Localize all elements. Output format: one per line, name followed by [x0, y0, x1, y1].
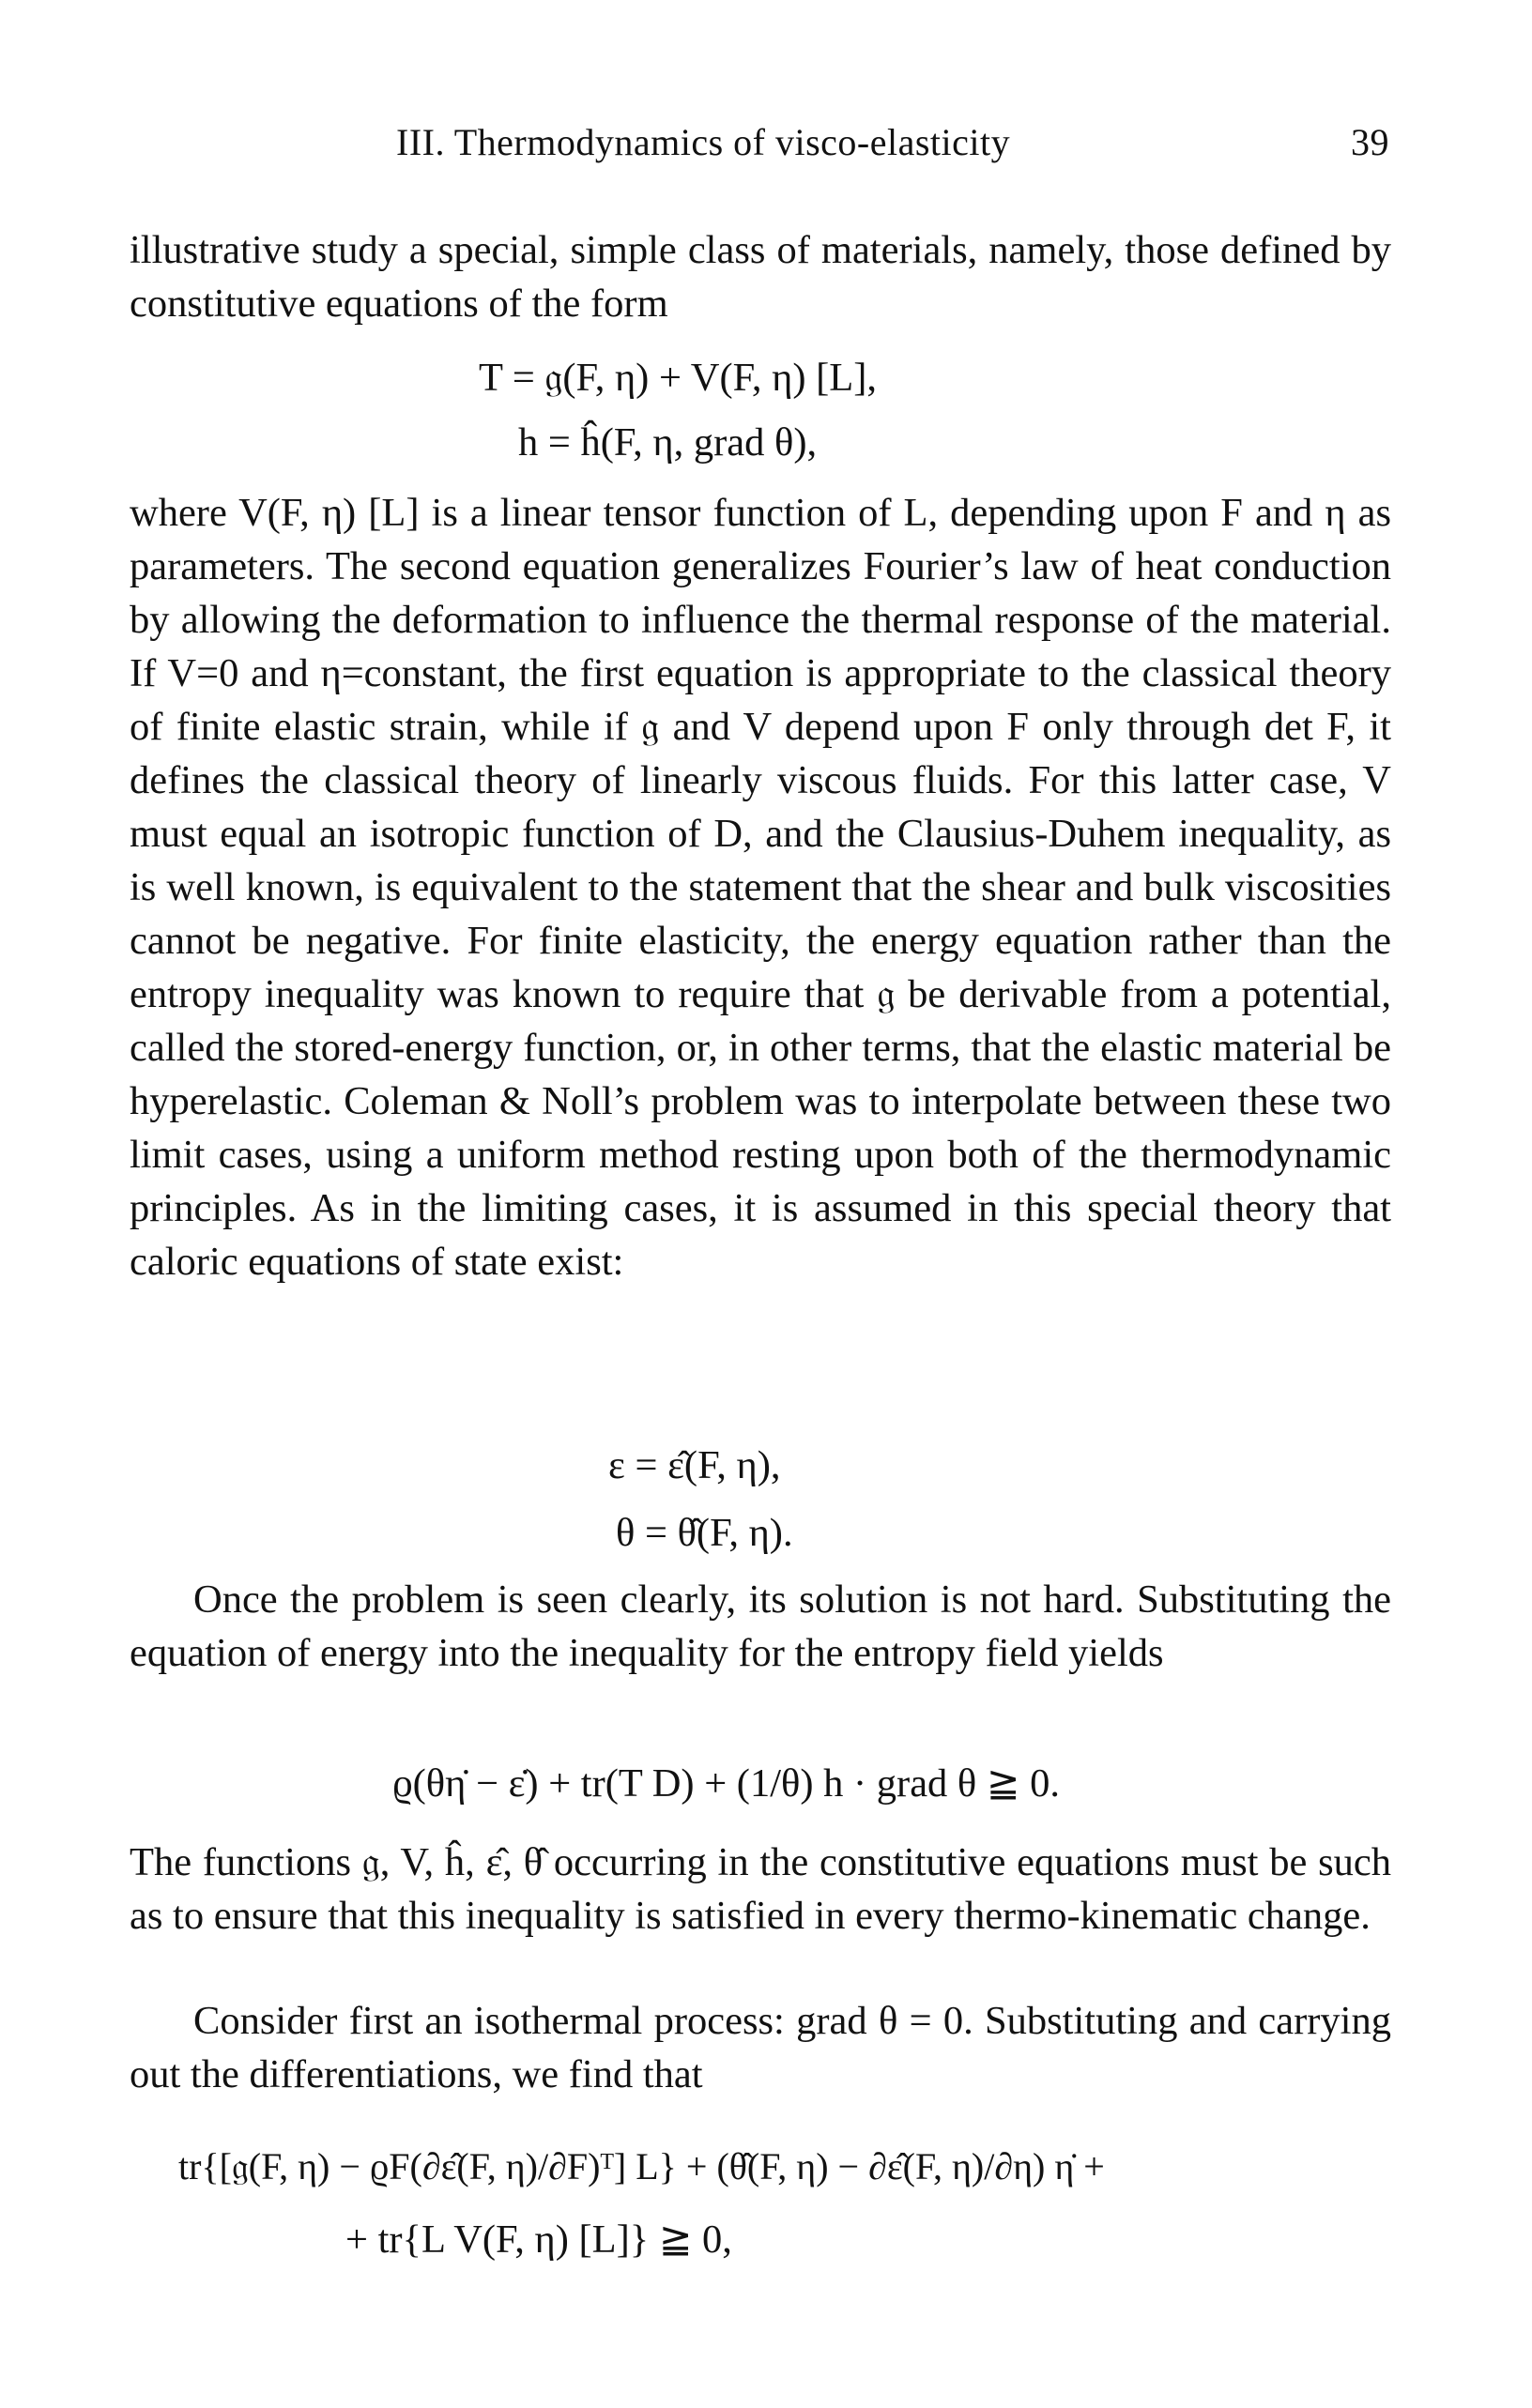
paragraph-2: where V(F, η) [L] is a linear tensor function of L, depending upon F and η as parameters. The second equation generalizes Fourier’s law of heat conduction by allowing the deformation to influence the thermal response of the material. If V=0 and η=constant, the first equation is appropriate to the classical theory of finite elastic strain, while if 𝔤 and V depend upon F only through det F, it defines the classical theory of linearly viscous fluids. For this latter case, V must equal an isotropic function of D, and the Clausius-Duhem inequality, as is well known, is equivalent to the statement that the shear and bulk viscosities cannot be negative. For finite elasticity, the energy equation rather than the entropy inequality was known to require that 𝔤 be derivable from a potential, called the stored-energy function, or, in other terms, that the elastic material be hyperelastic. Coleman & Noll’s problem was to interpolate between these two limit cases, using a uniform method resting upon both of the thermodynamic principles. As in the limiting cases, it is assumed in this special theory that caloric equations of state exist:	[130, 491, 1391, 1284]
equation-entropy-inequality: ϱ(θη̇ − ε̇) + tr(T D) + (1/θ) h · grad θ ≧ 0.	[392, 1761, 1061, 1806]
equation-temperature: θ = θ̂(F, η).	[616, 1511, 793, 1555]
paragraph-1: illustrative study a special, simple class of materials, namely, those defined by constitutive equations of the form	[130, 228, 1391, 326]
paragraph-4: The functions 𝔤, V, ĥ, ε̂, θ̂ occurring in the constitutive equations must be such as to ensure that this inequality is satisfied in every thermo-kinematic change.	[130, 1840, 1391, 1938]
equation-energy: ε = ε̂(F, η),	[608, 1443, 781, 1487]
paragraph-3: Once the problem is seen clearly, its solution is not hard. Substituting the equation of energy into the inequality for the entropy field yields	[130, 1577, 1391, 1675]
equation-isothermal-line-1: tr{[𝔤(F, η) − ϱF(∂ε̂(F, η)/∂F)ᵀ] L} + (θ̂(F, η) − ∂ε̂(F, η)/∂η) η̇ +	[178, 2145, 1105, 2187]
equation-heat-flux: h = ĥ(F, η, grad θ),	[518, 420, 818, 465]
paragraph-5: Consider first an isothermal process: grad θ = 0. Substituting and carrying out the differentiations, we find that	[130, 1999, 1391, 2096]
equation-stress: T = 𝔤(F, η) + V(F, η) [L],	[479, 356, 878, 400]
running-header	[131, 120, 1389, 176]
equation-isothermal-line-2: + tr{L V(F, η) [L]} ≧ 0,	[345, 2217, 732, 2262]
running-title: III. Thermodynamics of visco-elasticity	[396, 121, 1011, 163]
page-number: 39	[1351, 121, 1389, 163]
